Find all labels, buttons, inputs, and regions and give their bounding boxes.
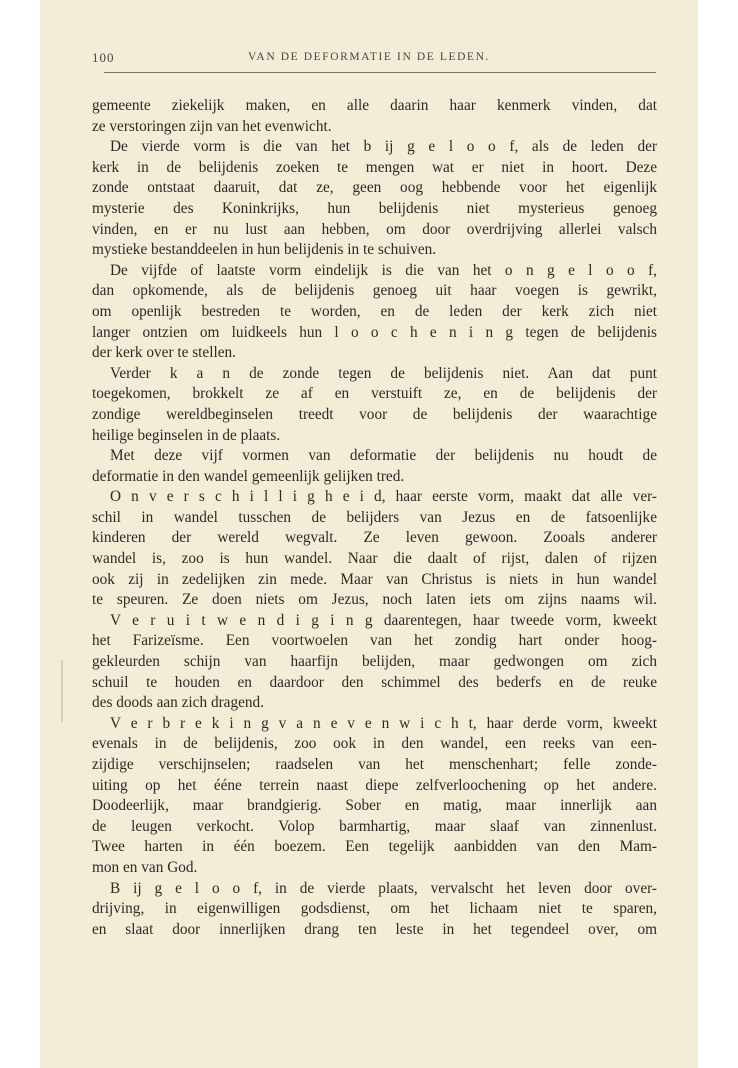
text-line: zondige wereldbeginselen treedt voor de belijdenis der waarachtige [92, 405, 657, 423]
text-line: en slaat door innerlijken drang ten leste in het tegendeel over, om [92, 920, 657, 938]
text-line: toegekomen, brokkelt ze af en verstuift ze, en de belijdenis der [92, 385, 657, 403]
text-line: Verder k a n de zonde tegen de belijdenis niet. Aan dat punt [110, 364, 657, 382]
book-page [40, 0, 698, 1068]
text-line: kerk in de belijdenis zoeken te mengen wat er niet in hoort. Deze [92, 158, 657, 176]
text-line: V e r b r e k i n g v a n e v e n w i c h t, haar derde vorm, kweekt [110, 714, 657, 732]
text-line: Met deze vijf vormen van deformatie der belijdenis nu houdt de [110, 447, 657, 465]
text-line: De vijfde of laatste vorm eindelijk is die van het o n g e l o o f, [110, 261, 657, 279]
text-line: deformatie in den wandel gemeenlijk gelijken tred. [92, 467, 405, 485]
text-line: zijdige verschijnselen; raadselen van het menschenhart; felle zonde- [92, 756, 657, 773]
text-line: mon en van God. [92, 858, 198, 876]
margin-mark [61, 660, 63, 722]
text-line: kinderen der wereld wegvalt. Ze leven gewoon. Zooals anderer [92, 529, 657, 547]
text-line: gemeente ziekelijk maken, en alle daarin haar kenmerk vinden, dat [92, 97, 657, 114]
text-line: Doodeerlijk, maar brandgierig. Sober en matig, maar innerlijk aan [92, 797, 657, 815]
body-text [92, 96, 657, 940]
text-line: langer ontzien om luidkeels hun l o o c h e n i n g tegen de belijdenis [92, 323, 657, 341]
page-header [40, 46, 698, 68]
text-line: Twee harten in één boezem. Een tegelijk aanbidden van den Mam- [92, 838, 657, 856]
text-line: wandel is, zoo is hun wandel. Naar die daalt of rijst, dalen of rijzen [92, 550, 657, 568]
text-line: der kerk over te stellen. [92, 344, 236, 362]
text-line: het Farizeïsme. Een voortwoelen van het zondig hart onder hoog- [92, 632, 657, 650]
text-line: schuil te houden en daardoor den schimmel des bederfs en de reuke [92, 673, 657, 691]
text-line: uiting op het ééne terrein naast diepe zelfverloochening op het andere. [92, 776, 657, 794]
page-number: 100 [92, 50, 115, 65]
text-line: des doods aan zich dragend. [92, 694, 265, 712]
text-line: ook zij in zedelijken zin mede. Maar van Christus is niets in hun wandel [92, 570, 657, 588]
text-line: te speuren. Ze doen niets om Jezus, noch laten iets om zijns naams wil. [92, 591, 657, 609]
text-line: schil in wandel tusschen de belijders van Jezus en de fatsoenlijke [92, 508, 657, 526]
text-line: V e r u i t w e n d i g i n g daarentegen, haar tweede vorm, kweekt [110, 611, 657, 629]
text-line: dan opkomende, als de belijdenis genoeg uit haar voegen is gewrikt, [92, 282, 657, 300]
text-line: O n v e r s c h i l l i g h e i d, haar eerste vorm, maakt dat alle ver- [110, 488, 657, 506]
text-line: om openlijk bestreden te worden, en de leden der kerk zich niet [92, 302, 657, 320]
text-line: zonde ontstaat daaruit, dat ze, geen oog hebbende voor het eigenlijk [92, 179, 657, 197]
text-line: evenals in de belijdenis, zoo ook in den wandel, een reeks van een- [92, 735, 657, 753]
text-line: gekleurden schijn van haarfijn belijden, maar gedwongen om zich [92, 653, 657, 671]
header-rule [104, 72, 656, 73]
text-line: De vierde vorm is die van het b ij g e l o o f, als de leden der [110, 138, 657, 156]
text-line: mystieke bestanddeelen in hun belijdenis in te schuiven. [92, 241, 437, 259]
text-line: drijving, in eigenwilligen godsdienst, om het lichaam niet te sparen, [92, 900, 657, 918]
text-line: ze verstoringen zijn van het evenwicht. [92, 117, 332, 135]
running-title: VAN DE DEFORMATIE IN DE LEDEN. [248, 51, 490, 63]
text-line: mysterie des Koninkrijks, hun belijdenis niet mysterieus genoeg [92, 199, 657, 217]
text-line: de leugen verkocht. Volop barmhartig, maar slaaf van zinnenlust. [92, 817, 657, 835]
text-line: vinden, en er nu lust aan hebben, om door overdrijving allerlei valsch [92, 220, 657, 238]
text-line: B ij g e l o o f, in de vierde plaats, vervalscht het leven door over- [110, 879, 657, 897]
text-line: heilige beginselen in de plaats. [92, 426, 281, 444]
